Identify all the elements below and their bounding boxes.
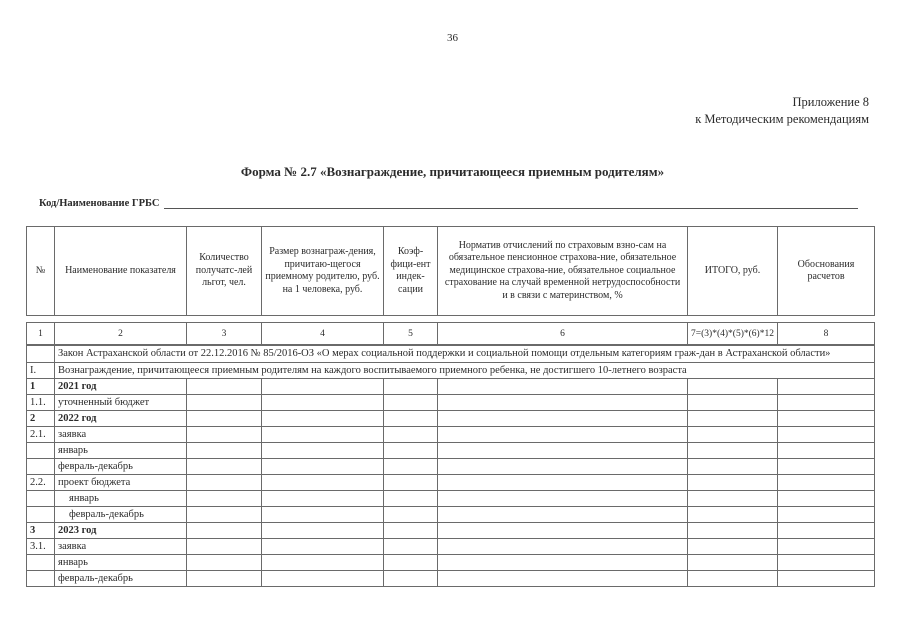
value-cell[interactable] [384,427,438,443]
value-cell[interactable] [438,459,688,475]
value-cell[interactable] [384,459,438,475]
value-cell[interactable] [438,427,688,443]
value-cell[interactable] [438,379,688,395]
row-label: заявка [55,427,187,443]
table-row [27,555,875,571]
value-cell[interactable] [384,395,438,411]
value-cell[interactable] [262,459,384,475]
row-number: 3 [27,523,55,539]
page-number: 36 [447,32,458,44]
table-row [27,491,875,507]
value-cell[interactable] [688,555,778,571]
row-number [27,459,55,475]
header-count: Количество получатс-лей льгот, чел. [187,227,262,316]
value-cell[interactable] [438,491,688,507]
value-cell[interactable] [262,539,384,555]
row-number [27,443,55,459]
value-cell[interactable] [262,395,384,411]
section-row [27,363,875,379]
row-number: 2 [27,411,55,427]
value-cell[interactable] [262,523,384,539]
law-text: Закон Астраханской области от 22.12.2016 № 85/2016-ОЗ «О мерах социальной поддержки и социальной помощи отдельным категориям граж-дан в Астраханской области» [55,345,875,363]
table-row [27,475,875,491]
value-cell[interactable] [778,491,875,507]
value-cell[interactable] [688,571,778,587]
row-number: 2.2. [27,475,55,491]
value-cell[interactable] [262,571,384,587]
value-cell[interactable] [778,523,875,539]
value-cell[interactable] [262,491,384,507]
appendix-note [695,94,869,128]
header-no: № [27,227,55,316]
value-cell[interactable] [384,507,438,523]
row-label: январь [55,491,187,507]
value-cell[interactable] [688,379,778,395]
value-cell[interactable] [688,411,778,427]
value-cell[interactable] [778,571,875,587]
grbs-label: Код/Наименование ГРБС [39,198,160,209]
value-cell[interactable] [438,523,688,539]
row-label: проект бюджета [55,475,187,491]
row-number [27,507,55,523]
value-cell[interactable] [778,443,875,459]
value-cell[interactable] [778,475,875,491]
value-cell[interactable] [262,443,384,459]
value-cell[interactable] [187,459,262,475]
value-cell[interactable] [187,571,262,587]
col-number: 7=(3)*(4)*(5)*(6)*12 [688,323,778,346]
value-cell[interactable] [384,539,438,555]
value-cell[interactable] [778,395,875,411]
value-cell[interactable] [688,475,778,491]
row-label: 2023 год [55,523,187,539]
value-cell[interactable] [438,475,688,491]
value-cell[interactable] [187,507,262,523]
value-cell[interactable] [187,427,262,443]
grbs-field [39,197,858,209]
row-label: январь [55,555,187,571]
row-number [27,571,55,587]
table-row [27,411,875,427]
appendix-line-1: Приложение 8 [792,95,869,109]
row-number: 2.1. [27,427,55,443]
value-cell[interactable] [778,539,875,555]
row-number: 3.1. [27,539,55,555]
value-cell[interactable] [438,571,688,587]
value-cell[interactable] [262,555,384,571]
value-cell[interactable] [688,539,778,555]
value-cell[interactable] [778,379,875,395]
value-cell[interactable] [262,475,384,491]
value-cell[interactable] [438,507,688,523]
header-name: Наименование показателя [55,227,187,316]
table-row [27,443,875,459]
value-cell[interactable] [778,507,875,523]
value-cell[interactable] [384,379,438,395]
value-cell[interactable] [262,427,384,443]
col-number: 3 [187,323,262,346]
header-size: Размер вознаграж-дения, причитаю-щегося приемному родителю, руб. на 1 человека, руб. [262,227,384,316]
value-cell[interactable] [187,411,262,427]
value-cell[interactable] [384,411,438,427]
header-coef: Коэф-фици-ент индек-сации [384,227,438,316]
value-cell[interactable] [438,539,688,555]
table-row [27,523,875,539]
grbs-fill-line[interactable] [164,197,858,209]
form-table-body [26,344,875,587]
value-cell[interactable] [384,523,438,539]
table-row [27,539,875,555]
value-cell[interactable] [688,507,778,523]
row-label: 2021 год [55,379,187,395]
table-row [27,395,875,411]
value-cell[interactable] [384,491,438,507]
col-number: 1 [27,323,55,346]
column-number-row [26,322,875,346]
value-cell[interactable] [778,555,875,571]
value-cell[interactable] [438,555,688,571]
header-norm: Норматив отчислений по страховым взно-сам на обязательное пенсионное страхова-ние, обязательное медицинское страхова-ние, обязательное социальное страхование на случай временной нетрудоспособности и в связи с материнством, % [438,227,688,316]
value-cell[interactable] [262,379,384,395]
value-cell[interactable] [384,443,438,459]
row-label: февраль-декабрь [55,507,187,523]
col-number: 4 [262,323,384,346]
table-row [27,571,875,587]
table-row [27,507,875,523]
row-number: 1.1. [27,395,55,411]
value-cell[interactable] [688,459,778,475]
appendix-line-2: к Методическим рекомендациям [695,112,869,126]
value-cell[interactable] [187,379,262,395]
row-label: заявка [55,539,187,555]
row-number [27,491,55,507]
form-table-header [26,226,875,316]
value-cell[interactable] [187,395,262,411]
value-cell[interactable] [778,427,875,443]
row-label: уточненный бюджет [55,395,187,411]
value-cell[interactable] [778,411,875,427]
value-cell[interactable] [187,523,262,539]
header-basis: Обоснования расчетов [778,227,875,316]
row-label: февраль-декабрь [55,571,187,587]
row-label: январь [55,443,187,459]
table-row [27,379,875,395]
value-cell[interactable] [187,539,262,555]
value-cell[interactable] [187,475,262,491]
value-cell[interactable] [262,507,384,523]
value-cell[interactable] [778,459,875,475]
row-number [27,555,55,571]
col-number: 6 [438,323,688,346]
value-cell[interactable] [384,555,438,571]
value-cell[interactable] [438,443,688,459]
value-cell[interactable] [688,395,778,411]
row-number: 1 [27,379,55,395]
row-label: 2022 год [55,411,187,427]
value-cell[interactable] [438,411,688,427]
section-no: I. [27,363,55,379]
law-no-cell [27,345,55,363]
table-row [27,427,875,443]
col-number: 5 [384,323,438,346]
form-title: Форма № 2.7 «Вознаграждение, причитающееся приемным родителям» [240,164,665,179]
col-number: 8 [778,323,875,346]
value-cell[interactable] [187,491,262,507]
table-row [27,459,875,475]
col-number: 2 [55,323,187,346]
row-label: февраль-декабрь [55,459,187,475]
value-cell[interactable] [688,427,778,443]
law-row [27,345,875,363]
value-cell[interactable] [438,395,688,411]
value-cell[interactable] [384,571,438,587]
value-cell[interactable] [262,411,384,427]
value-cell[interactable] [187,555,262,571]
value-cell[interactable] [187,443,262,459]
value-cell[interactable] [688,491,778,507]
header-total: ИТОГО, руб. [688,227,778,316]
value-cell[interactable] [688,523,778,539]
section-text: Вознаграждение, причитающееся приемным родителям на каждого воспитываемого приемного ребенка, не достигшего 10-летнего возраста [55,363,875,379]
value-cell[interactable] [384,475,438,491]
value-cell[interactable] [688,443,778,459]
